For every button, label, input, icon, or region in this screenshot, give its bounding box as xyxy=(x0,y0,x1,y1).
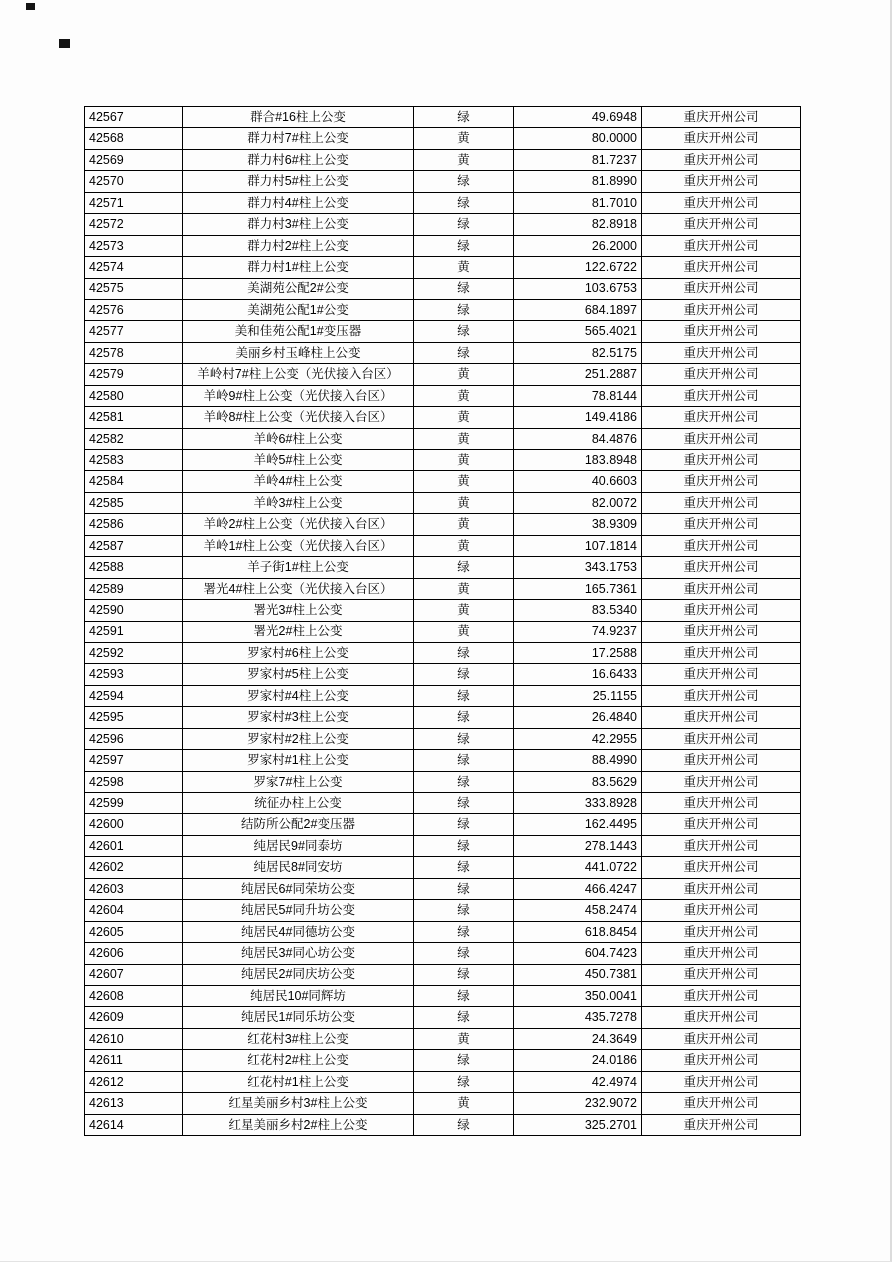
cell-company: 重庆开州公司 xyxy=(642,728,801,749)
cell-value: 122.6722 xyxy=(514,257,642,278)
cell-value: 333.8928 xyxy=(514,793,642,814)
cell-status: 绿 xyxy=(414,857,514,878)
table-row xyxy=(85,664,801,685)
cell-value: 466.4247 xyxy=(514,878,642,899)
cell-company: 重庆开州公司 xyxy=(642,1007,801,1028)
cell-company: 重庆开州公司 xyxy=(642,492,801,513)
cell-status: 黄 xyxy=(414,257,514,278)
cell-status: 绿 xyxy=(414,921,514,942)
cell-company: 重庆开州公司 xyxy=(642,600,801,621)
cell-row-id: 42570 xyxy=(85,171,183,192)
cell-value: 80.0000 xyxy=(514,128,642,149)
cell-status: 绿 xyxy=(414,964,514,985)
cell-status: 黄 xyxy=(414,578,514,599)
cell-transformer-name: 罗家村#6柱上公变 xyxy=(183,642,414,663)
cell-company: 重庆开州公司 xyxy=(642,1093,801,1114)
cell-status: 绿 xyxy=(414,1050,514,1071)
cell-row-id: 42577 xyxy=(85,321,183,342)
cell-company: 重庆开州公司 xyxy=(642,192,801,213)
cell-company: 重庆开州公司 xyxy=(642,171,801,192)
cell-company: 重庆开州公司 xyxy=(642,814,801,835)
cell-transformer-name: 美湖苑公配1#公变 xyxy=(183,299,414,320)
cell-status: 黄 xyxy=(414,492,514,513)
cell-row-id: 42580 xyxy=(85,385,183,406)
cell-transformer-name: 纯居民8#同安坊 xyxy=(183,857,414,878)
cell-transformer-name: 纯居民4#同德坊公变 xyxy=(183,921,414,942)
cell-status: 绿 xyxy=(414,642,514,663)
table-row xyxy=(85,235,801,256)
cell-transformer-name: 群力村3#柱上公变 xyxy=(183,214,414,235)
cell-row-id: 42581 xyxy=(85,407,183,428)
cell-transformer-name: 羊岭4#柱上公变 xyxy=(183,471,414,492)
cell-status: 绿 xyxy=(414,835,514,856)
cell-company: 重庆开州公司 xyxy=(642,471,801,492)
cell-company: 重庆开州公司 xyxy=(642,128,801,149)
cell-status: 黄 xyxy=(414,407,514,428)
cell-transformer-name: 纯居民5#同升坊公变 xyxy=(183,900,414,921)
cell-company: 重庆开州公司 xyxy=(642,642,801,663)
cell-value: 450.7381 xyxy=(514,964,642,985)
cell-row-id: 42611 xyxy=(85,1050,183,1071)
cell-transformer-name: 罗家村#2柱上公变 xyxy=(183,728,414,749)
table-row xyxy=(85,600,801,621)
cell-value: 38.9309 xyxy=(514,514,642,535)
cell-value: 81.7010 xyxy=(514,192,642,213)
cell-status: 黄 xyxy=(414,128,514,149)
cell-value: 83.5340 xyxy=(514,600,642,621)
cell-row-id: 42593 xyxy=(85,664,183,685)
cell-transformer-name: 群力村7#柱上公变 xyxy=(183,128,414,149)
table-row xyxy=(85,257,801,278)
table-row xyxy=(85,299,801,320)
cell-company: 重庆开州公司 xyxy=(642,557,801,578)
cell-company: 重庆开州公司 xyxy=(642,107,801,128)
cell-row-id: 42606 xyxy=(85,943,183,964)
cell-status: 绿 xyxy=(414,664,514,685)
cell-value: 251.2887 xyxy=(514,364,642,385)
table-row xyxy=(85,964,801,985)
cell-value: 81.7237 xyxy=(514,149,642,170)
cell-row-id: 42596 xyxy=(85,728,183,749)
cell-transformer-name: 群力村6#柱上公变 xyxy=(183,149,414,170)
cell-transformer-name: 羊岭2#柱上公变（光伏接入台区） xyxy=(183,514,414,535)
cell-status: 绿 xyxy=(414,278,514,299)
cell-company: 重庆开州公司 xyxy=(642,428,801,449)
table-row xyxy=(85,107,801,128)
cell-company: 重庆开州公司 xyxy=(642,364,801,385)
table-row xyxy=(85,707,801,728)
cell-value: 83.5629 xyxy=(514,771,642,792)
ink-mark xyxy=(26,3,35,10)
cell-status: 绿 xyxy=(414,685,514,706)
cell-row-id: 42571 xyxy=(85,192,183,213)
cell-status: 黄 xyxy=(414,535,514,556)
table-row xyxy=(85,149,801,170)
cell-company: 重庆开州公司 xyxy=(642,407,801,428)
table-row xyxy=(85,1028,801,1049)
cell-status: 绿 xyxy=(414,943,514,964)
cell-transformer-name: 羊岭9#柱上公变（光伏接入台区） xyxy=(183,385,414,406)
cell-company: 重庆开州公司 xyxy=(642,835,801,856)
cell-row-id: 42612 xyxy=(85,1071,183,1092)
table-row xyxy=(85,750,801,771)
cell-status: 黄 xyxy=(414,1093,514,1114)
table-row xyxy=(85,943,801,964)
cell-company: 重庆开州公司 xyxy=(642,535,801,556)
table-row xyxy=(85,1114,801,1135)
cell-company: 重庆开州公司 xyxy=(642,514,801,535)
cell-row-id: 42592 xyxy=(85,642,183,663)
cell-value: 16.6433 xyxy=(514,664,642,685)
table-row xyxy=(85,557,801,578)
cell-transformer-name: 纯居民1#同乐坊公变 xyxy=(183,1007,414,1028)
cell-row-id: 42601 xyxy=(85,835,183,856)
cell-value: 618.8454 xyxy=(514,921,642,942)
cell-value: 49.6948 xyxy=(514,107,642,128)
cell-value: 604.7423 xyxy=(514,943,642,964)
table-row xyxy=(85,621,801,642)
cell-row-id: 42578 xyxy=(85,342,183,363)
cell-company: 重庆开州公司 xyxy=(642,664,801,685)
table-row xyxy=(85,385,801,406)
cell-status: 绿 xyxy=(414,107,514,128)
cell-transformer-name: 群力村2#柱上公变 xyxy=(183,235,414,256)
cell-row-id: 42607 xyxy=(85,964,183,985)
cell-transformer-name: 红星美丽乡村2#柱上公变 xyxy=(183,1114,414,1135)
cell-row-id: 42574 xyxy=(85,257,183,278)
cell-company: 重庆开州公司 xyxy=(642,878,801,899)
cell-status: 绿 xyxy=(414,728,514,749)
cell-transformer-name: 纯居民10#同辉坊 xyxy=(183,985,414,1006)
cell-value: 26.4840 xyxy=(514,707,642,728)
cell-status: 黄 xyxy=(414,428,514,449)
cell-value: 84.4876 xyxy=(514,428,642,449)
table-row xyxy=(85,514,801,535)
cell-status: 绿 xyxy=(414,1071,514,1092)
cell-value: 24.0186 xyxy=(514,1050,642,1071)
ink-mark xyxy=(59,39,70,48)
cell-row-id: 42573 xyxy=(85,235,183,256)
table-row xyxy=(85,1071,801,1092)
cell-row-id: 42602 xyxy=(85,857,183,878)
cell-status: 黄 xyxy=(414,514,514,535)
cell-value: 17.2588 xyxy=(514,642,642,663)
cell-transformer-name: 羊岭8#柱上公变（光伏接入台区） xyxy=(183,407,414,428)
cell-value: 82.0072 xyxy=(514,492,642,513)
cell-status: 绿 xyxy=(414,299,514,320)
cell-transformer-name: 美湖苑公配2#公变 xyxy=(183,278,414,299)
cell-company: 重庆开州公司 xyxy=(642,793,801,814)
cell-transformer-name: 羊岭5#柱上公变 xyxy=(183,450,414,471)
cell-row-id: 42604 xyxy=(85,900,183,921)
cell-value: 107.1814 xyxy=(514,535,642,556)
cell-row-id: 42567 xyxy=(85,107,183,128)
cell-company: 重庆开州公司 xyxy=(642,1050,801,1071)
cell-status: 绿 xyxy=(414,192,514,213)
cell-company: 重庆开州公司 xyxy=(642,985,801,1006)
cell-company: 重庆开州公司 xyxy=(642,257,801,278)
cell-row-id: 42583 xyxy=(85,450,183,471)
table-row xyxy=(85,921,801,942)
table-row xyxy=(85,407,801,428)
cell-transformer-name: 罗家村#4柱上公变 xyxy=(183,685,414,706)
cell-row-id: 42576 xyxy=(85,299,183,320)
cell-row-id: 42568 xyxy=(85,128,183,149)
table-row xyxy=(85,1050,801,1071)
cell-value: 81.8990 xyxy=(514,171,642,192)
cell-company: 重庆开州公司 xyxy=(642,342,801,363)
cell-value: 441.0722 xyxy=(514,857,642,878)
cell-transformer-name: 羊子街1#柱上公变 xyxy=(183,557,414,578)
cell-row-id: 42587 xyxy=(85,535,183,556)
cell-status: 绿 xyxy=(414,878,514,899)
table-row xyxy=(85,450,801,471)
cell-status: 绿 xyxy=(414,321,514,342)
table-row xyxy=(85,642,801,663)
cell-row-id: 42591 xyxy=(85,621,183,642)
cell-value: 565.4021 xyxy=(514,321,642,342)
cell-value: 82.5175 xyxy=(514,342,642,363)
table-row xyxy=(85,1093,801,1114)
cell-company: 重庆开州公司 xyxy=(642,578,801,599)
cell-company: 重庆开州公司 xyxy=(642,685,801,706)
table-row xyxy=(85,685,801,706)
cell-value: 24.3649 xyxy=(514,1028,642,1049)
cell-transformer-name: 羊岭1#柱上公变（光伏接入台区） xyxy=(183,535,414,556)
cell-company: 重庆开州公司 xyxy=(642,1028,801,1049)
cell-transformer-name: 红星美丽乡村3#柱上公变 xyxy=(183,1093,414,1114)
cell-status: 黄 xyxy=(414,364,514,385)
table-row xyxy=(85,471,801,492)
cell-value: 88.4990 xyxy=(514,750,642,771)
cell-company: 重庆开州公司 xyxy=(642,450,801,471)
cell-company: 重庆开州公司 xyxy=(642,857,801,878)
cell-value: 350.0041 xyxy=(514,985,642,1006)
cell-status: 黄 xyxy=(414,621,514,642)
cell-transformer-name: 羊岭村7#柱上公变（光伏接入台区） xyxy=(183,364,414,385)
transformer-table xyxy=(84,106,801,1136)
cell-transformer-name: 红花村2#柱上公变 xyxy=(183,1050,414,1071)
cell-row-id: 42584 xyxy=(85,471,183,492)
cell-value: 103.6753 xyxy=(514,278,642,299)
cell-value: 162.4495 xyxy=(514,814,642,835)
cell-status: 绿 xyxy=(414,814,514,835)
cell-transformer-name: 署光3#柱上公变 xyxy=(183,600,414,621)
cell-company: 重庆开州公司 xyxy=(642,321,801,342)
cell-status: 绿 xyxy=(414,171,514,192)
cell-status: 绿 xyxy=(414,1114,514,1135)
table-row xyxy=(85,793,801,814)
cell-status: 绿 xyxy=(414,1007,514,1028)
cell-value: 343.1753 xyxy=(514,557,642,578)
cell-value: 42.2955 xyxy=(514,728,642,749)
cell-row-id: 42603 xyxy=(85,878,183,899)
cell-row-id: 42575 xyxy=(85,278,183,299)
cell-row-id: 42579 xyxy=(85,364,183,385)
cell-transformer-name: 美丽乡村玉峰柱上公变 xyxy=(183,342,414,363)
cell-company: 重庆开州公司 xyxy=(642,1114,801,1135)
table-row xyxy=(85,535,801,556)
table-row xyxy=(85,342,801,363)
cell-row-id: 42610 xyxy=(85,1028,183,1049)
table-row xyxy=(85,835,801,856)
table-row xyxy=(85,814,801,835)
cell-status: 黄 xyxy=(414,149,514,170)
cell-status: 黄 xyxy=(414,385,514,406)
table-row xyxy=(85,128,801,149)
cell-transformer-name: 纯居民3#同心坊公变 xyxy=(183,943,414,964)
cell-transformer-name: 美和佳苑公配1#变压器 xyxy=(183,321,414,342)
cell-row-id: 42609 xyxy=(85,1007,183,1028)
table-row xyxy=(85,364,801,385)
cell-transformer-name: 结防所公配2#变压器 xyxy=(183,814,414,835)
cell-transformer-name: 羊岭3#柱上公变 xyxy=(183,492,414,513)
cell-value: 684.1897 xyxy=(514,299,642,320)
cell-transformer-name: 红花村#1柱上公变 xyxy=(183,1071,414,1092)
cell-value: 325.2701 xyxy=(514,1114,642,1135)
cell-status: 黄 xyxy=(414,1028,514,1049)
cell-status: 绿 xyxy=(414,342,514,363)
cell-transformer-name: 纯居民2#同庆坊公变 xyxy=(183,964,414,985)
table-row xyxy=(85,878,801,899)
cell-row-id: 42613 xyxy=(85,1093,183,1114)
cell-row-id: 42597 xyxy=(85,750,183,771)
table-row xyxy=(85,900,801,921)
cell-value: 78.8144 xyxy=(514,385,642,406)
table-row xyxy=(85,192,801,213)
cell-transformer-name: 羊岭6#柱上公变 xyxy=(183,428,414,449)
cell-row-id: 42598 xyxy=(85,771,183,792)
cell-company: 重庆开州公司 xyxy=(642,278,801,299)
cell-company: 重庆开州公司 xyxy=(642,921,801,942)
cell-transformer-name: 罗家7#柱上公变 xyxy=(183,771,414,792)
cell-company: 重庆开州公司 xyxy=(642,235,801,256)
cell-value: 149.4186 xyxy=(514,407,642,428)
cell-value: 232.9072 xyxy=(514,1093,642,1114)
cell-company: 重庆开州公司 xyxy=(642,299,801,320)
cell-value: 165.7361 xyxy=(514,578,642,599)
cell-value: 435.7278 xyxy=(514,1007,642,1028)
cell-company: 重庆开州公司 xyxy=(642,385,801,406)
cell-transformer-name: 署光4#柱上公变（光伏接入台区） xyxy=(183,578,414,599)
cell-transformer-name: 纯居民9#同泰坊 xyxy=(183,835,414,856)
cell-transformer-name: 纯居民6#同荣坊公变 xyxy=(183,878,414,899)
cell-company: 重庆开州公司 xyxy=(642,621,801,642)
cell-status: 绿 xyxy=(414,750,514,771)
cell-company: 重庆开州公司 xyxy=(642,214,801,235)
cell-row-id: 42605 xyxy=(85,921,183,942)
table-row xyxy=(85,857,801,878)
cell-value: 82.8918 xyxy=(514,214,642,235)
cell-row-id: 42588 xyxy=(85,557,183,578)
cell-value: 458.2474 xyxy=(514,900,642,921)
cell-row-id: 42582 xyxy=(85,428,183,449)
cell-row-id: 42595 xyxy=(85,707,183,728)
table-row xyxy=(85,428,801,449)
table-row xyxy=(85,1007,801,1028)
table-row xyxy=(85,278,801,299)
cell-company: 重庆开州公司 xyxy=(642,964,801,985)
cell-company: 重庆开州公司 xyxy=(642,943,801,964)
cell-status: 绿 xyxy=(414,793,514,814)
cell-value: 25.1155 xyxy=(514,685,642,706)
cell-transformer-name: 群力村1#柱上公变 xyxy=(183,257,414,278)
cell-value: 42.4974 xyxy=(514,1071,642,1092)
cell-transformer-name: 统征办柱上公变 xyxy=(183,793,414,814)
cell-value: 26.2000 xyxy=(514,235,642,256)
cell-value: 278.1443 xyxy=(514,835,642,856)
cell-transformer-name: 群力村5#柱上公变 xyxy=(183,171,414,192)
cell-value: 183.8948 xyxy=(514,450,642,471)
cell-row-id: 42614 xyxy=(85,1114,183,1135)
cell-status: 绿 xyxy=(414,557,514,578)
cell-row-id: 42585 xyxy=(85,492,183,513)
cell-company: 重庆开州公司 xyxy=(642,1071,801,1092)
cell-row-id: 42589 xyxy=(85,578,183,599)
cell-transformer-name: 罗家村#1柱上公变 xyxy=(183,750,414,771)
table-body xyxy=(85,107,801,1136)
table-row xyxy=(85,214,801,235)
cell-company: 重庆开州公司 xyxy=(642,149,801,170)
cell-status: 绿 xyxy=(414,985,514,1006)
cell-transformer-name: 群力村4#柱上公变 xyxy=(183,192,414,213)
cell-company: 重庆开州公司 xyxy=(642,750,801,771)
cell-status: 绿 xyxy=(414,771,514,792)
table-row xyxy=(85,985,801,1006)
table-row xyxy=(85,578,801,599)
cell-row-id: 42594 xyxy=(85,685,183,706)
cell-row-id: 42600 xyxy=(85,814,183,835)
cell-row-id: 42599 xyxy=(85,793,183,814)
cell-value: 74.9237 xyxy=(514,621,642,642)
cell-transformer-name: 罗家村#5柱上公变 xyxy=(183,664,414,685)
cell-status: 黄 xyxy=(414,600,514,621)
cell-value: 40.6603 xyxy=(514,471,642,492)
cell-status: 绿 xyxy=(414,214,514,235)
table-row xyxy=(85,321,801,342)
cell-status: 黄 xyxy=(414,450,514,471)
cell-company: 重庆开州公司 xyxy=(642,707,801,728)
cell-transformer-name: 群合#16柱上公变 xyxy=(183,107,414,128)
cell-status: 绿 xyxy=(414,235,514,256)
cell-status: 绿 xyxy=(414,707,514,728)
cell-transformer-name: 红花村3#柱上公变 xyxy=(183,1028,414,1049)
cell-status: 绿 xyxy=(414,900,514,921)
table-row xyxy=(85,171,801,192)
cell-row-id: 42569 xyxy=(85,149,183,170)
table-row xyxy=(85,728,801,749)
cell-row-id: 42608 xyxy=(85,985,183,1006)
cell-row-id: 42586 xyxy=(85,514,183,535)
cell-transformer-name: 罗家村#3柱上公变 xyxy=(183,707,414,728)
cell-row-id: 42590 xyxy=(85,600,183,621)
cell-company: 重庆开州公司 xyxy=(642,900,801,921)
cell-status: 黄 xyxy=(414,471,514,492)
cell-company: 重庆开州公司 xyxy=(642,771,801,792)
table-row xyxy=(85,771,801,792)
cell-transformer-name: 署光2#柱上公变 xyxy=(183,621,414,642)
cell-row-id: 42572 xyxy=(85,214,183,235)
table-row xyxy=(85,492,801,513)
